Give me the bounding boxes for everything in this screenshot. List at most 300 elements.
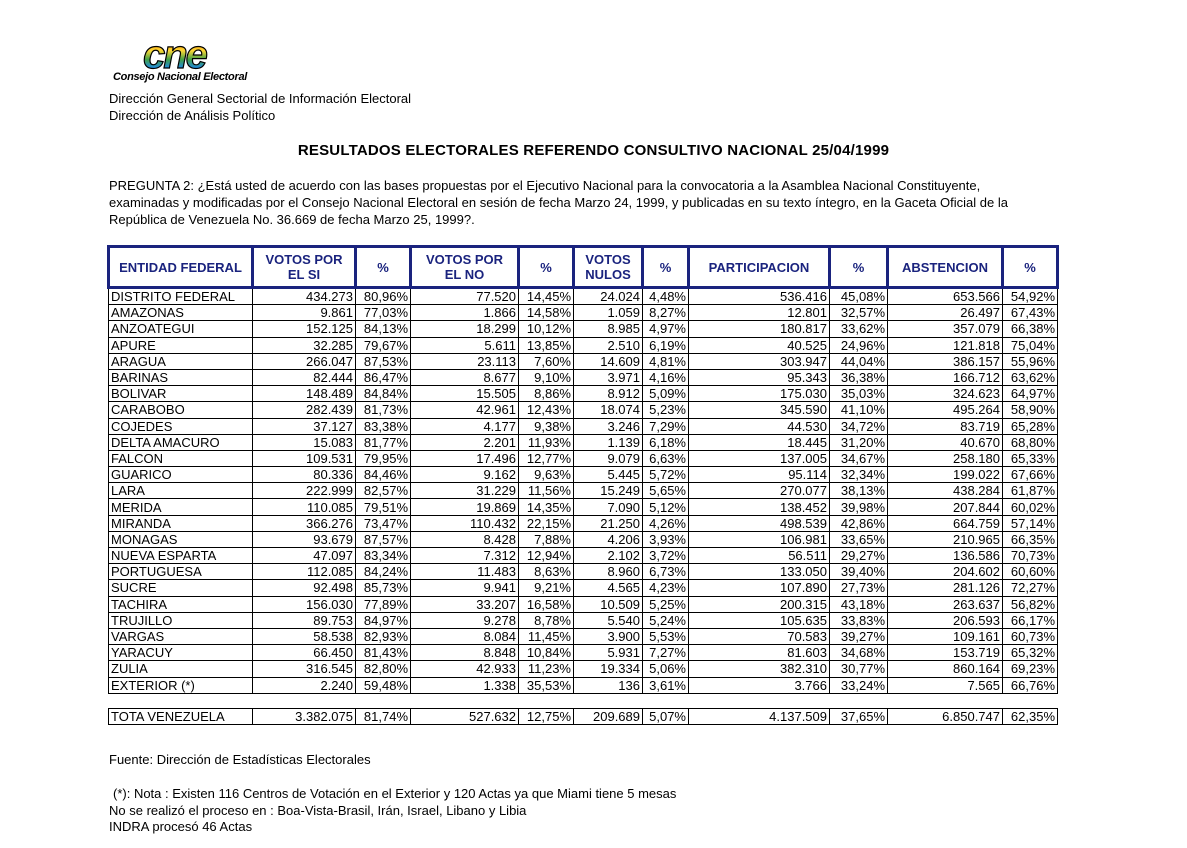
entity-name-cell: VARGAS (109, 628, 253, 644)
entity-name-cell: BARINAS (109, 369, 253, 385)
value-cell: 64,97% (1003, 386, 1058, 402)
value-cell: 79,51% (356, 499, 411, 515)
value-cell: 81,73% (356, 402, 411, 418)
value-cell: 12,43% (519, 402, 574, 418)
value-cell: 83.719 (888, 418, 1003, 434)
value-cell: 11.483 (411, 564, 519, 580)
value-cell: 45,08% (830, 288, 888, 305)
value-cell: 59,48% (356, 677, 411, 693)
value-cell: 84,97% (356, 612, 411, 628)
value-cell: 156.030 (253, 596, 356, 612)
value-cell: 2.102 (574, 548, 643, 564)
value-cell: 56.511 (689, 548, 830, 564)
value-cell: 5,07% (643, 708, 689, 724)
value-cell: 87,57% (356, 531, 411, 547)
value-cell: 9,38% (519, 418, 574, 434)
value-cell: 4.137.509 (689, 708, 830, 724)
table-row (109, 288, 1058, 305)
spacer-row (109, 693, 1058, 708)
value-cell: 1.338 (411, 677, 519, 693)
value-cell: 10,12% (519, 321, 574, 337)
value-cell: 57,14% (1003, 515, 1058, 531)
entity-name-cell: MONAGAS (109, 531, 253, 547)
entity-name-cell: CARABOBO (109, 402, 253, 418)
value-cell: 67,43% (1003, 305, 1058, 321)
entity-name-cell: AMAZONAS (109, 305, 253, 321)
value-cell: 36,38% (830, 369, 888, 385)
value-cell: 5,06% (643, 661, 689, 677)
value-cell: 58,90% (1003, 402, 1058, 418)
value-cell: 1.059 (574, 305, 643, 321)
value-cell: 33,24% (830, 677, 888, 693)
entity-name-cell: SUCRE (109, 580, 253, 596)
entity-name-cell: NUEVA ESPARTA (109, 548, 253, 564)
value-cell: 92.498 (253, 580, 356, 596)
value-cell: 11,23% (519, 661, 574, 677)
value-cell: 3.382.075 (253, 708, 356, 724)
value-cell: 5.540 (574, 612, 643, 628)
entity-name-cell: BOLIVAR (109, 386, 253, 402)
value-cell: 8.428 (411, 531, 519, 547)
value-cell: 61,87% (1003, 483, 1058, 499)
table-row (109, 628, 1058, 644)
value-cell: 80.336 (253, 467, 356, 483)
value-cell: 82,93% (356, 628, 411, 644)
value-cell: 42,86% (830, 515, 888, 531)
value-cell: 85,73% (356, 580, 411, 596)
value-cell: 8,86% (519, 386, 574, 402)
value-cell: 5,24% (643, 612, 689, 628)
value-cell: 153.719 (888, 645, 1003, 661)
value-cell: 5,09% (643, 386, 689, 402)
value-cell: 7.565 (888, 677, 1003, 693)
value-cell: 166.712 (888, 369, 1003, 385)
value-cell: 324.623 (888, 386, 1003, 402)
value-cell: 8.960 (574, 564, 643, 580)
value-cell: 3.766 (689, 677, 830, 693)
table-row (109, 515, 1058, 531)
value-cell: 152.125 (253, 321, 356, 337)
value-cell: 664.759 (888, 515, 1003, 531)
value-cell: 10,84% (519, 645, 574, 661)
value-cell: 83,34% (356, 548, 411, 564)
table-row (109, 499, 1058, 515)
value-cell: 106.981 (689, 531, 830, 547)
footer-note-1: (*): Nota : Existen 116 Centros de Votación en el Exterior y 120 Actas ya que Miami tiene 5 mesas (113, 786, 677, 801)
value-cell: 105.635 (689, 612, 830, 628)
value-cell: 55,96% (1003, 353, 1058, 369)
value-cell: 12.801 (689, 305, 830, 321)
value-cell: 263.637 (888, 596, 1003, 612)
value-cell: 33,62% (830, 321, 888, 337)
value-cell: 12,77% (519, 450, 574, 466)
table-row (109, 386, 1058, 402)
value-cell: 270.077 (689, 483, 830, 499)
value-cell: 84,84% (356, 386, 411, 402)
value-cell: 207.844 (888, 499, 1003, 515)
value-cell: 5,72% (643, 467, 689, 483)
value-cell: 18.445 (689, 434, 830, 450)
results-table (107, 245, 1059, 725)
value-cell: 316.545 (253, 661, 356, 677)
value-cell: 66,17% (1003, 612, 1058, 628)
value-cell: 12,94% (519, 548, 574, 564)
value-cell: 89.753 (253, 612, 356, 628)
value-cell: 4,23% (643, 580, 689, 596)
value-cell: 2.201 (411, 434, 519, 450)
value-cell: 81,74% (356, 708, 411, 724)
value-cell: 14,58% (519, 305, 574, 321)
col-header-votes-null: VOTOS NULOS (574, 247, 643, 288)
value-cell: 1.866 (411, 305, 519, 321)
table-row (109, 402, 1058, 418)
value-cell: 136 (574, 677, 643, 693)
entity-name-cell: APURE (109, 337, 253, 353)
value-cell: 8.677 (411, 369, 519, 385)
footer-source: Fuente: Dirección de Estadísticas Electorales (109, 752, 371, 767)
value-cell: 8.985 (574, 321, 643, 337)
value-cell: 4.565 (574, 580, 643, 596)
value-cell: 87,53% (356, 353, 411, 369)
entity-name-cell: MIRANDA (109, 515, 253, 531)
entity-name-cell: ARAGUA (109, 353, 253, 369)
value-cell: 6,73% (643, 564, 689, 580)
value-cell: 42.961 (411, 402, 519, 418)
value-cell: 31.229 (411, 483, 519, 499)
value-cell: 56,82% (1003, 596, 1058, 612)
value-cell: 93.679 (253, 531, 356, 547)
value-cell: 41,10% (830, 402, 888, 418)
table-row (109, 434, 1058, 450)
value-cell: 3,61% (643, 677, 689, 693)
value-cell: 3.246 (574, 418, 643, 434)
value-cell: 44.530 (689, 418, 830, 434)
value-cell: 133.050 (689, 564, 830, 580)
value-cell: 9,63% (519, 467, 574, 483)
value-cell: 382.310 (689, 661, 830, 677)
value-cell: 47.097 (253, 548, 356, 564)
table-row (109, 612, 1058, 628)
value-cell: 24,96% (830, 337, 888, 353)
value-cell: 30,77% (830, 661, 888, 677)
value-cell: 54,92% (1003, 288, 1058, 305)
value-cell: 34,72% (830, 418, 888, 434)
value-cell: 6.850.747 (888, 708, 1003, 724)
value-cell: 75,04% (1003, 337, 1058, 353)
value-cell: 110.085 (253, 499, 356, 515)
value-cell: 4,26% (643, 515, 689, 531)
col-header-pct-participation: % (830, 247, 888, 288)
value-cell: 86,47% (356, 369, 411, 385)
table-row (109, 450, 1058, 466)
value-cell: 4.206 (574, 531, 643, 547)
value-cell: 19.869 (411, 499, 519, 515)
value-cell: 15.083 (253, 434, 356, 450)
col-header-votes-si: VOTOS POR EL SI (253, 247, 356, 288)
value-cell: 860.164 (888, 661, 1003, 677)
value-cell: 357.079 (888, 321, 1003, 337)
value-cell: 9,10% (519, 369, 574, 385)
value-cell: 18.074 (574, 402, 643, 418)
value-cell: 77.520 (411, 288, 519, 305)
value-cell: 66,76% (1003, 677, 1058, 693)
value-cell: 31,20% (830, 434, 888, 450)
value-cell: 79,67% (356, 337, 411, 353)
value-cell: 434.273 (253, 288, 356, 305)
entity-name-cell: EXTERIOR (*) (109, 677, 253, 693)
value-cell: 5,12% (643, 499, 689, 515)
value-cell: 136.586 (888, 548, 1003, 564)
value-cell: 9.079 (574, 450, 643, 466)
value-cell: 29,27% (830, 548, 888, 564)
value-cell: 8,27% (643, 305, 689, 321)
value-cell: 17.496 (411, 450, 519, 466)
value-cell: 95.343 (689, 369, 830, 385)
value-cell: 63,62% (1003, 369, 1058, 385)
value-cell: 4.177 (411, 418, 519, 434)
value-cell: 527.632 (411, 708, 519, 724)
value-cell: 11,56% (519, 483, 574, 499)
spacer-cell (109, 693, 1058, 708)
value-cell: 7,27% (643, 645, 689, 661)
value-cell: 40.670 (888, 434, 1003, 450)
value-cell: 39,98% (830, 499, 888, 515)
value-cell: 15.505 (411, 386, 519, 402)
value-cell: 1.139 (574, 434, 643, 450)
value-cell: 498.539 (689, 515, 830, 531)
col-header-pct-no: % (519, 247, 574, 288)
value-cell: 66,35% (1003, 531, 1058, 547)
value-cell: 2.240 (253, 677, 356, 693)
table-row (109, 337, 1058, 353)
value-cell: 3,93% (643, 531, 689, 547)
cne-logo-graphic (113, 38, 223, 74)
value-cell: 44,04% (830, 353, 888, 369)
table-row (109, 580, 1058, 596)
entity-name-cell: ZULIA (109, 661, 253, 677)
footer-note-2: No se realizó el proceso en : Boa-Vista-Brasil, Irán, Israel, Libano y Libia (109, 803, 527, 818)
value-cell: 258.180 (888, 450, 1003, 466)
value-cell: 8.084 (411, 628, 519, 644)
value-cell: 77,89% (356, 596, 411, 612)
table-row (109, 369, 1058, 385)
value-cell: 3.971 (574, 369, 643, 385)
table-header-row (109, 247, 1058, 288)
value-cell: 281.126 (888, 580, 1003, 596)
value-cell: 148.489 (253, 386, 356, 402)
value-cell: 15.249 (574, 483, 643, 499)
col-header-votes-no: VOTOS POR EL NO (411, 247, 519, 288)
value-cell: 8.912 (574, 386, 643, 402)
value-cell: 495.264 (888, 402, 1003, 418)
value-cell: 9.162 (411, 467, 519, 483)
col-header-abstention: ABSTENCION (888, 247, 1003, 288)
table-row (109, 661, 1058, 677)
value-cell: 42.933 (411, 661, 519, 677)
value-cell: 24.024 (574, 288, 643, 305)
value-cell: 81,77% (356, 434, 411, 450)
value-cell: 79,95% (356, 450, 411, 466)
entity-name-cell: YARACUY (109, 645, 253, 661)
value-cell: 27,73% (830, 580, 888, 596)
value-cell: 137.005 (689, 450, 830, 466)
col-header-pct-si: % (356, 247, 411, 288)
value-cell: 303.947 (689, 353, 830, 369)
value-cell: 32,34% (830, 467, 888, 483)
value-cell: 83,38% (356, 418, 411, 434)
value-cell: 37.127 (253, 418, 356, 434)
value-cell: 84,13% (356, 321, 411, 337)
value-cell: 282.439 (253, 402, 356, 418)
value-cell: 34,68% (830, 645, 888, 661)
page-title: RESULTADOS ELECTORALES REFERENDO CONSULTIVO NACIONAL 25/04/1999 (297, 142, 890, 159)
value-cell: 5.445 (574, 467, 643, 483)
table-row (109, 353, 1058, 369)
svg-text:cne: cne (143, 38, 206, 74)
value-cell: 60,02% (1003, 499, 1058, 515)
value-cell: 12,75% (519, 708, 574, 724)
value-cell: 5,23% (643, 402, 689, 418)
value-cell: 5.611 (411, 337, 519, 353)
entity-name-cell: TACHIRA (109, 596, 253, 612)
value-cell: 11,93% (519, 434, 574, 450)
table-row (109, 677, 1058, 693)
col-header-pct-null: % (643, 247, 689, 288)
col-header-participation: PARTICIPACION (689, 247, 830, 288)
value-cell: 7,88% (519, 531, 574, 547)
value-cell: 73,47% (356, 515, 411, 531)
value-cell: 9.861 (253, 305, 356, 321)
value-cell: 7,29% (643, 418, 689, 434)
value-cell: 210.965 (888, 531, 1003, 547)
value-cell: 34,67% (830, 450, 888, 466)
value-cell: 6,18% (643, 434, 689, 450)
value-cell: 32,57% (830, 305, 888, 321)
value-cell: 6,19% (643, 337, 689, 353)
table-row (109, 564, 1058, 580)
value-cell: 222.999 (253, 483, 356, 499)
value-cell: 19.334 (574, 661, 643, 677)
table-row (109, 645, 1058, 661)
value-cell: 13,85% (519, 337, 574, 353)
value-cell: 35,53% (519, 677, 574, 693)
value-cell: 68,80% (1003, 434, 1058, 450)
entity-name-cell: MERIDA (109, 499, 253, 515)
col-header-pct-abstention: % (1003, 247, 1058, 288)
value-cell: 58.538 (253, 628, 356, 644)
value-cell: 18.299 (411, 321, 519, 337)
value-cell: 109.161 (888, 628, 1003, 644)
value-cell: 9.278 (411, 612, 519, 628)
value-cell: 112.085 (253, 564, 356, 580)
value-cell: 14.609 (574, 353, 643, 369)
value-cell: 33,65% (830, 531, 888, 547)
header-line-2: Dirección de Análisis Político (109, 108, 276, 123)
value-cell: 82.444 (253, 369, 356, 385)
value-cell: 81.603 (689, 645, 830, 661)
value-cell: 107.890 (689, 580, 830, 596)
value-cell: 43,18% (830, 596, 888, 612)
footer-note-3: INDRA procesó 46 Actas (109, 819, 253, 834)
value-cell: 8,78% (519, 612, 574, 628)
entity-name-cell: DELTA AMACURO (109, 434, 253, 450)
question-text: PREGUNTA 2: ¿Está usted de acuerdo con las bases propuestas por el Ejecutivo Nacional para la convocatoria a la Asamblea Nacional Constituyente, examinadas y modificadas por el Consejo Nacional Electoral en sesión de fecha Marzo 24, 1999, y publicadas en su texto íntegro, en la Gaceta Oficial de la República de Venezuela No. 36.669 de fecha Marzo 25, 1999?. (109, 178, 1008, 227)
value-cell: 82,80% (356, 661, 411, 677)
entity-name-cell: FALCON (109, 450, 253, 466)
table-row (109, 467, 1058, 483)
table-row (109, 321, 1058, 337)
table-row (109, 548, 1058, 564)
value-cell: 66,38% (1003, 321, 1058, 337)
value-cell: 40.525 (689, 337, 830, 353)
value-cell: 23.113 (411, 353, 519, 369)
value-cell: 121.818 (888, 337, 1003, 353)
entity-name-cell: TRUJILLO (109, 612, 253, 628)
entity-name-cell: COJEDES (109, 418, 253, 434)
value-cell: 7,60% (519, 353, 574, 369)
table-row (109, 483, 1058, 499)
value-cell: 2.510 (574, 337, 643, 353)
table-row (109, 305, 1058, 321)
value-cell: 77,03% (356, 305, 411, 321)
value-cell: 175.030 (689, 386, 830, 402)
value-cell: 345.590 (689, 402, 830, 418)
value-cell: 62,35% (1003, 708, 1058, 724)
value-cell: 26.497 (888, 305, 1003, 321)
value-cell: 95.114 (689, 467, 830, 483)
entity-name-cell: DISTRITO FEDERAL (109, 288, 253, 305)
value-cell: 35,03% (830, 386, 888, 402)
value-cell: 32.285 (253, 337, 356, 353)
value-cell: 653.566 (888, 288, 1003, 305)
value-cell: 7.090 (574, 499, 643, 515)
value-cell: 5,65% (643, 483, 689, 499)
value-cell: 4,97% (643, 321, 689, 337)
entity-name-cell: TOTA VENEZUELA (109, 708, 253, 724)
value-cell: 70.583 (689, 628, 830, 644)
entity-name-cell: ANZOATEGUI (109, 321, 253, 337)
value-cell: 67,66% (1003, 467, 1058, 483)
value-cell: 3.900 (574, 628, 643, 644)
value-cell: 9,21% (519, 580, 574, 596)
table-row (109, 418, 1058, 434)
table-row (109, 531, 1058, 547)
value-cell: 65,33% (1003, 450, 1058, 466)
value-cell: 8,63% (519, 564, 574, 580)
value-cell: 80,96% (356, 288, 411, 305)
value-cell: 14,45% (519, 288, 574, 305)
header-line-1: Dirección General Sectorial de Información Electoral (109, 91, 412, 106)
value-cell: 4,48% (643, 288, 689, 305)
logo-subtitle: Consejo Nacional Electoral (113, 71, 248, 83)
value-cell: 16,58% (519, 596, 574, 612)
table-row (109, 596, 1058, 612)
entity-name-cell: PORTUGUESA (109, 564, 253, 580)
entity-name-cell: GUARICO (109, 467, 253, 483)
value-cell: 84,46% (356, 467, 411, 483)
value-cell: 5,25% (643, 596, 689, 612)
value-cell: 33,83% (830, 612, 888, 628)
value-cell: 14,35% (519, 499, 574, 515)
value-cell: 386.157 (888, 353, 1003, 369)
value-cell: 199.022 (888, 467, 1003, 483)
value-cell: 22,15% (519, 515, 574, 531)
value-cell: 138.452 (689, 499, 830, 515)
value-cell: 266.047 (253, 353, 356, 369)
value-cell: 11,45% (519, 628, 574, 644)
value-cell: 109.531 (253, 450, 356, 466)
value-cell: 82,57% (356, 483, 411, 499)
